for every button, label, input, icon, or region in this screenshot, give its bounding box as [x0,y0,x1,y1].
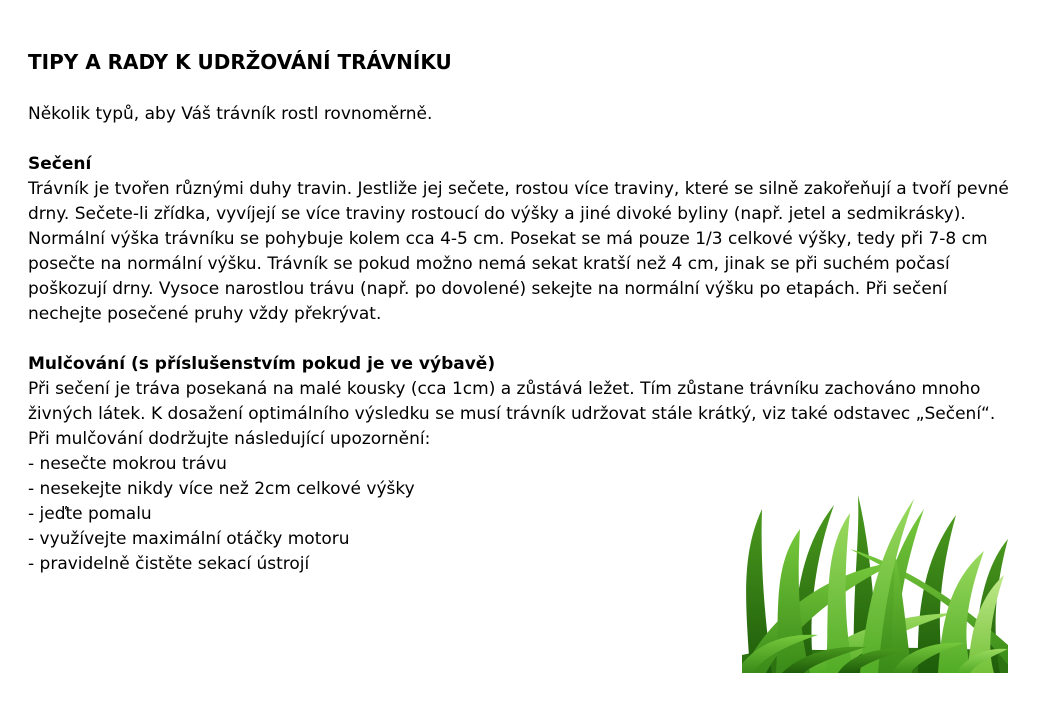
intro-text: Několik typů, aby Váš trávník rostl rovnoměrně. [28,104,433,124]
list-item: - pravidelně čistěte sekací ústrojí [28,554,310,574]
list-item: - nesečte mokrou trávu [28,454,227,474]
section-body-mulcovani: Při sečení je tráva posekaná na malé kousky (cca 1cm) a zůstává ležet. Tím zůstane trávníku zachováno mnoho živných látek. K dosažení optimálního výsledku se musí trávník udržovat stále krátký, viz také odstavec „Sečení“. Při mulčování dodržujte následující upozornění: [28,379,996,449]
grass-image [742,495,1008,673]
section-heading-mulcovani: Mulčování (s příslušenstvím pokud je ve výbavě) [28,354,496,374]
list-item: - nesekejte nikdy více než 2cm celkové výšky [28,479,415,499]
section-seceni [28,152,1013,327]
page-title: TIPY A RADY K UDRŽOVÁNÍ TRÁVNÍKU [28,50,452,74]
list-item: - využívejte maximální otáčky motoru [28,529,350,549]
section-body-seceni: Trávník je tvořen různými duhy travin. Jestliže jej sečete, rostou více traviny, které se silně zakořeňují a tvoří pevné drny. Sečete-li zřídka, vyvíjejí se více traviny rostoucí do výšky a jiné divoké byliny (např. jetel a sedmikrásky). Normální výška trávníku se pohybuje kolem cca 4-5 cm. Posekat se má pouze 1/3 celkové výšky, tedy při 7-8 cm posečte na normální výšku. Trávník se pokud možno nemá sekat kratší než 4 cm, jinak se při suchém počasí poškozují drny. Vysoce narostlou trávu (např. po dovolené) sekejte na normální výšku po etapách. Při sečení nechejte posečené pruhy vždy překrývat. [28,179,1009,324]
list-item: - jeďte pomalu [28,504,152,524]
section-heading-seceni: Sečení [28,154,92,174]
grass-clipart-svg [742,495,1008,673]
